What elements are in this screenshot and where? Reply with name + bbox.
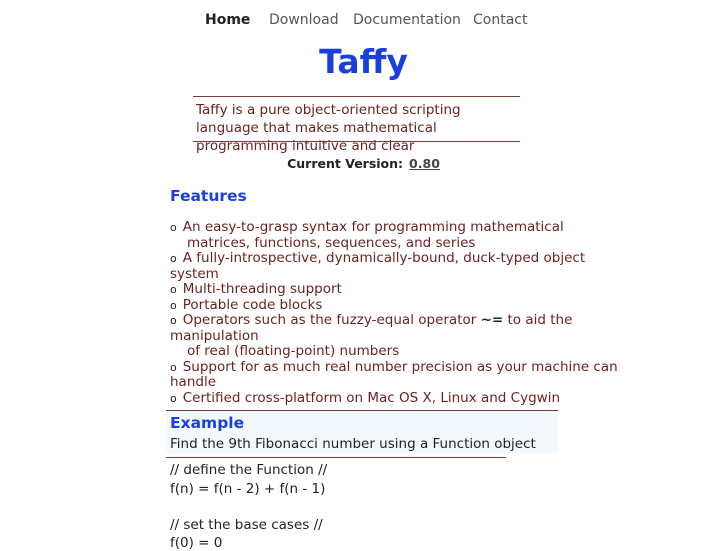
code-line: f(n) = f(n - 2) + f(n - 1) (170, 481, 326, 497)
bullet-icon: o (170, 221, 177, 234)
bullet-icon: o (170, 314, 177, 327)
list-item (170, 313, 620, 360)
current-version (0, 156, 727, 171)
bullet-icon: o (170, 391, 177, 405)
nav-download-link[interactable]: Download (269, 12, 339, 28)
top-nav (0, 12, 727, 30)
code-comment: // set the base cases // (170, 517, 323, 533)
example-description: Find the 9th Fibonacci number using a Function object (170, 436, 536, 452)
tagline-top-divider (193, 96, 520, 97)
feature-text-post: to aid the manipulation (170, 312, 573, 344)
feature-text: Certified cross-platform on Mac OS X, Linux and Cygwin (182, 389, 561, 406)
list-item (170, 251, 620, 282)
bullet-icon: o (170, 283, 177, 296)
nav-documentation-link[interactable]: Documentation (353, 12, 461, 28)
list-item (170, 391, 620, 407)
bullet-icon: o (170, 298, 177, 312)
feature-text: Multi-threading support (182, 281, 342, 297)
list-item (170, 298, 620, 314)
bullet-icon: o (170, 360, 177, 374)
list-item (170, 360, 620, 391)
feature-text-cont: matrices, functions, sequences, and series (187, 234, 476, 251)
version-label: Current Version: (287, 156, 404, 171)
list-item (170, 220, 620, 251)
version-link[interactable]: 0.80 (409, 156, 440, 171)
feature-text-cont: of real (floating-point) numbers (187, 343, 400, 359)
code-line: f(0) = 0 (170, 535, 223, 551)
feature-text: An easy-to-grasp syntax for programming mathematical (182, 219, 564, 235)
tagline: Taffy is a pure object-oriented scripting language that makes mathematical programming intuitive and clear (196, 102, 461, 154)
feature-text: Operators such as the fuzzy-equal operator (182, 312, 481, 328)
feature-text: Support for as much real number precision as your machine can handle (170, 358, 618, 390)
nav-home-link[interactable]: Home (205, 12, 251, 28)
list-item (170, 282, 620, 298)
features-heading: Features (170, 187, 247, 205)
example-heading: Example (170, 414, 245, 432)
tagline-bottom-divider (193, 141, 520, 142)
site-title: Taffy (319, 42, 408, 81)
features-list (170, 220, 620, 406)
feature-text: Portable code blocks (182, 296, 323, 313)
feature-text: A fully-introspective, dynamically-bound, duck-typed object system (170, 250, 586, 282)
fuzzy-equal-operator: ~= (480, 312, 504, 328)
bullet-icon: o (170, 252, 177, 265)
example-bottom-divider (166, 457, 506, 458)
nav-contact-link[interactable]: Contact (473, 12, 528, 28)
code-comment: // define the Function // (170, 462, 328, 478)
